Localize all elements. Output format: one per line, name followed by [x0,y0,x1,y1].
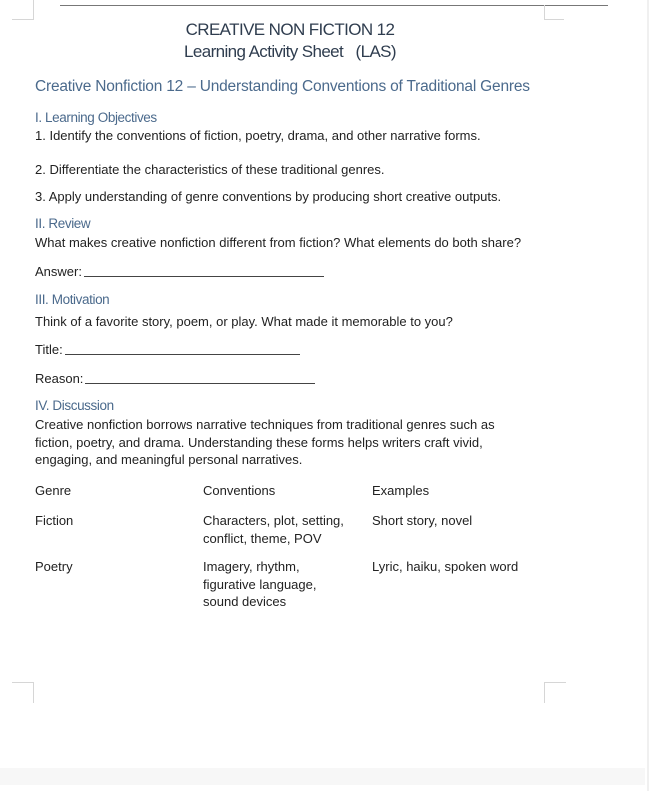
crop-mark [544,682,566,683]
objectives-heading: I. Learning Objectives [35,110,157,125]
crop-mark [33,682,34,703]
answer-field[interactable] [35,264,324,279]
reason-blank[interactable] [85,383,315,384]
crop-mark [544,5,545,19]
table-cell-conventions: Characters, plot, setting, conflict, theme, POV [203,513,344,546]
table-cell-genre: Fiction [35,513,74,528]
reason-label: Reason: [35,371,84,386]
discussion-heading: IV. Discussion [35,398,114,413]
crop-mark [12,682,34,683]
document-subtitle: Learning Activity Sheet (LAS) [184,42,396,61]
motivation-heading: III. Motivation [35,292,110,307]
table-cell-conventions: Imagery, rhythm, figurative language, sound devices [203,559,317,609]
table-header-conventions: Conventions [203,483,276,498]
lesson-title: Creative Nonfiction 12 – Understanding Conventions of Traditional Genres [35,78,530,95]
title-label: Title: [35,342,63,357]
objective-item: 3. Apply understanding of genre conventions by producing short creative outputs. [35,189,502,204]
page-gap [0,768,645,785]
objective-item: 1. Identify the conventions of fiction, poetry, drama, and other narrative forms. [35,128,481,143]
table-header-genre: Genre [35,483,72,498]
document-title: CREATIVE NON FICTION 12 [185,20,395,39]
review-question: What makes creative nonfiction different from fiction? What elements do both share? [35,235,522,250]
title-blank[interactable] [65,354,300,355]
answer-label: Answer: [35,264,82,279]
review-heading: II. Review [35,216,91,231]
discussion-text: Creative nonfiction borrows narrative techniques from traditional genres such as fiction, poetry, and drama. Understanding these forms helps writers craft vivid, engaging, and meaningful personal narratives. [35,417,495,467]
table-cell-examples: Short story, novel [372,513,473,528]
table-cell-examples: Lyric, haiku, spoken word [372,559,519,574]
crop-mark [544,682,545,703]
table-header-examples: Examples [372,483,430,498]
reason-field[interactable] [35,371,315,386]
crop-mark [33,0,34,19]
objective-item: 2. Differentiate the characteristics of these traditional genres. [35,162,385,177]
title-field[interactable] [35,342,300,357]
table-cell-genre: Poetry [35,559,73,574]
motivation-prompt: Think of a favorite story, poem, or play. What made it memorable to you? [35,314,453,329]
answer-blank[interactable] [84,276,324,277]
header-rule [60,5,608,6]
